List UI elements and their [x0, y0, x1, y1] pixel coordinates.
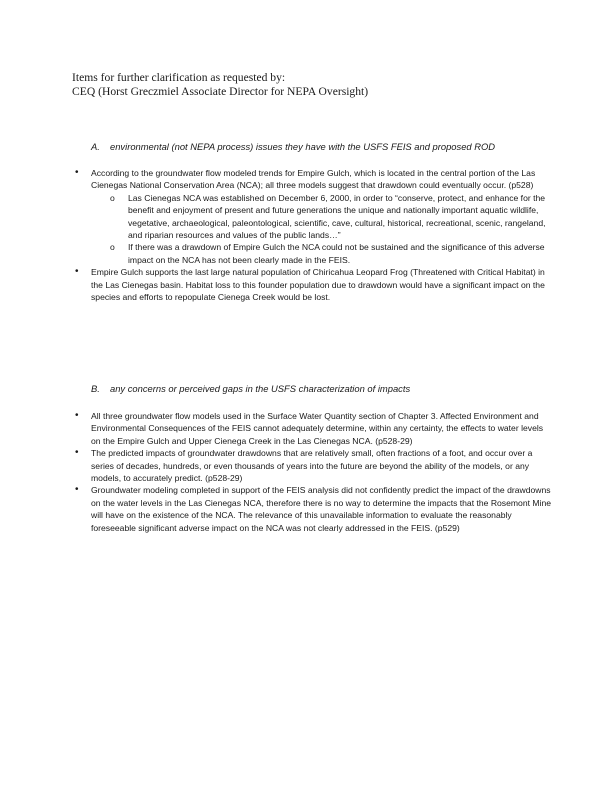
sub-bullet-marker: o: [110, 192, 115, 203]
list-item: [72, 266, 552, 303]
sub-list-item: [91, 241, 552, 266]
bullet-marker: •: [75, 167, 79, 178]
section-a-bullets: [72, 167, 552, 303]
list-item: [72, 484, 552, 534]
bullet-marker: •: [75, 484, 79, 496]
document-header: [72, 71, 368, 99]
section-a-letter: A.: [91, 141, 100, 152]
section-b-letter: B.: [91, 383, 100, 394]
bullet-marker: •: [75, 410, 79, 421]
sub-list-item: [91, 192, 552, 242]
bullet-marker: •: [75, 266, 79, 278]
bullet-text: All three groundwater flow models used in the Surface Water Quantity section of Chapter 3. Affected Environment and Environmental Consequences of the FEIS cannot adequately determine, within any certainty, the effects to water levels on the Empire Gulch and Upper Cienega Creek in the Las Cienegas NCA. (p528-29): [91, 411, 544, 446]
section-b-bullets: [72, 410, 552, 534]
bullet-marker: •: [75, 447, 79, 459]
section-a-heading: [91, 141, 495, 152]
section-b-title: any concerns or perceived gaps in the USFS characterization of impacts: [110, 383, 411, 394]
sub-list: [91, 192, 552, 266]
bullet-text: Groundwater modeling completed in support of the FEIS analysis did not confidently predict the impact of the drawdowns on the water levels in the Las Cienegas NCA, therefore there is no way to determine the impacts that the Rosemont Mine will have on the existence of the NCA. The relevance of this unavailable information to evaluate the reasonably foreseeable significant adverse impact on the NCA was not clearly addressed in the FEIS. (p529): [91, 485, 552, 533]
section-b-heading: [91, 383, 410, 394]
bullet-text: According to the groundwater flow modeled trends for Empire Gulch, which is located in the central portion of the Las Cienegas National Conservation Area (NCA); all three models suggest that drawdown could eventually occur. (p528): [91, 168, 536, 191]
header-line-2: CEQ (Horst Greczmiel Associate Director for NEPA Oversight): [72, 85, 369, 98]
sub-bullet-text: If there was a drawdown of Empire Gulch the NCA could not be sustained and the significance of this adverse impact on the NCA has not been clearly made in the FEIS.: [128, 242, 545, 265]
list-item: [72, 447, 552, 484]
sub-bullet-text: Las Cienegas NCA was established on December 6, 2000, in order to “conserve, protect, and enhance for the benefit and enjoyment of present and future generations the unique and nationally important aquatic wildlife, vegetative, archaeological, paleontological, scientific, cave, cultural, historical, recreational, scenic, rangeland, and riparian resources and values of the public lands…”: [128, 192, 546, 241]
section-a-title: environmental (not NEPA process) issues they have with the USFS FEIS and proposed ROD: [110, 141, 496, 152]
bullet-text: The predicted impacts of groundwater drawdowns that are relatively small, often fractions of a foot, and occur over a series of decades, hundreds, or even thousands of years into the future are beyond the ability of the models, or any models, to accurately predict. (p528-29): [91, 448, 533, 484]
header-line-1: Items for further clarification as requested by:: [72, 71, 286, 84]
bullet-text: Empire Gulch supports the last large natural population of Chiricahua Leopard Frog (Threatened with Critical Habitat) in the Las Cienegas basin. Habitat loss to this founder population due to drawdown would have a significant impact on the species and efforts to repopulate Cienega Creek would be lost.: [91, 267, 545, 303]
list-item: [72, 410, 552, 447]
list-item: [72, 167, 552, 266]
sub-bullet-marker: o: [110, 242, 115, 253]
